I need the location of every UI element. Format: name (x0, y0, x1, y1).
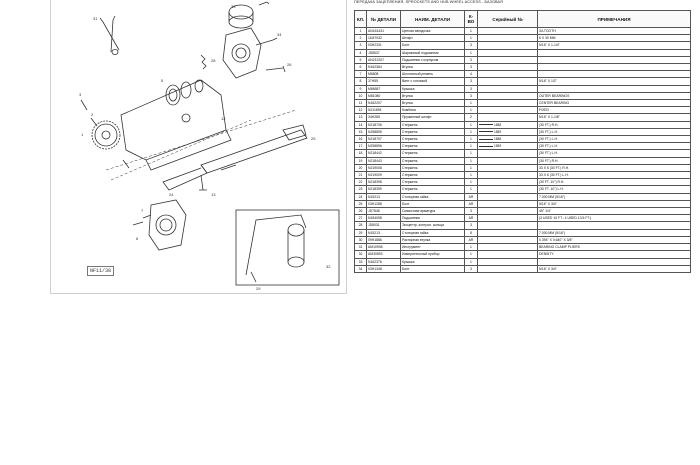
cell-note: 7.000 MM (5/16") (538, 193, 691, 200)
cell-num: 34 (355, 265, 367, 272)
table-row (355, 229, 691, 236)
cell-qty: 1 (465, 121, 478, 128)
serial-number: 1589 (494, 129, 502, 134)
cell-serial (478, 179, 538, 186)
grease-fitting-illustration (199, 175, 207, 190)
cell-part-number: N218398 (367, 179, 401, 186)
table-row (355, 179, 691, 186)
cell-serial (478, 78, 538, 85)
cell-num: 13 (355, 114, 367, 121)
cell-num: 8 (355, 78, 367, 85)
table-row (355, 172, 691, 179)
cell-qty: 1 (465, 258, 478, 265)
cell-name: Крышка (401, 258, 465, 265)
cell-qty: AR (465, 215, 478, 222)
cell-part-number: N15213 (367, 229, 401, 236)
cell-name: Стержень (401, 157, 465, 164)
table-row (355, 222, 691, 229)
cell-note (538, 258, 691, 265)
table-row (355, 215, 691, 222)
cell-qty: 1 (465, 179, 478, 186)
cell-note: 5/16" X 1-1/8" (538, 114, 691, 121)
cell-serial (478, 222, 538, 229)
parts-list-page (350, 0, 690, 271)
cell-serial (478, 56, 538, 63)
cell-num: 24 (355, 193, 367, 200)
table-row (355, 143, 691, 150)
header-num: КЛ. (355, 11, 367, 28)
cell-note: CENTER BEARING (538, 100, 691, 107)
cell-part-number: AN161431 (367, 28, 401, 35)
cell-serial (478, 164, 538, 171)
cell-num: 7 (355, 71, 367, 78)
serial-number: 1588 (494, 122, 502, 127)
cell-qty: 3 (465, 265, 478, 272)
table-row (355, 208, 691, 215)
cell-qty: 4 (465, 71, 478, 78)
table-row (355, 56, 691, 63)
cell-note: 5/16" X 1-1/4" (538, 42, 691, 49)
cell-part-number: 03H1288 (367, 200, 401, 207)
svg-text:3: 3 (79, 92, 82, 97)
svg-text:31: 31 (93, 16, 98, 21)
cell-num: 21 (355, 172, 367, 179)
table-row (355, 121, 691, 128)
cell-num: 4 (355, 49, 367, 56)
cell-note: (30 FT.) L.H. (538, 143, 691, 150)
cell-part-number: N218707 (367, 136, 401, 143)
cell-name: Шпоночный ремень (401, 71, 465, 78)
cell-note: 6 X 30 MM (538, 35, 691, 42)
cell-qty: AR (465, 236, 478, 243)
cell-qty: 1 (465, 157, 478, 164)
cell-serial (478, 193, 538, 200)
cell-note (538, 85, 691, 92)
cell-note: (30 FT.) L.H. (538, 136, 691, 143)
svg-text:25: 25 (311, 136, 316, 141)
cell-serial (478, 136, 538, 143)
cell-note: 5/16" X 3/4" (538, 200, 691, 207)
cell-num: 19 (355, 157, 367, 164)
svg-text:24: 24 (169, 192, 174, 197)
cell-note: (30 FT.) R.H. (538, 157, 691, 164)
cell-num: 2 (355, 35, 367, 42)
document-header: ПЕРЕДАЧА ЗАЦЕПЛЕНИЯ, SPROCKETS AND HUB WHEEL ACCESS - БАЗОВАЯ (354, 0, 503, 4)
tool-inset-illustration (236, 210, 339, 285)
svg-text:12: 12 (221, 116, 226, 121)
cell-serial (478, 236, 538, 243)
cell-part-number: 37H55 (367, 78, 401, 85)
cell-name: Стопорная гайка (401, 193, 465, 200)
parts-table (354, 10, 691, 273)
cell-num: 11 (355, 100, 367, 107)
svg-text:29: 29 (256, 286, 261, 291)
cell-qty: 2 (465, 114, 478, 121)
housing-illustration (223, 28, 277, 78)
cell-part-number: N219008 (367, 164, 401, 171)
table-row (355, 265, 691, 272)
table-row (355, 107, 691, 114)
cell-note: 0.394" X 0.640" X 3/8" (538, 236, 691, 243)
cell-note (538, 71, 691, 78)
header-part-number: № ДЕТАЛИ (367, 11, 401, 28)
cell-serial (478, 208, 538, 215)
cell-num: 29 (355, 229, 367, 236)
cell-qty: 3 (465, 85, 478, 92)
cell-part-number: N162384 (367, 64, 401, 71)
cell-serial (478, 28, 538, 35)
serial-range-line (479, 146, 493, 147)
cell-serial (478, 251, 538, 258)
table-row (355, 64, 691, 71)
cell-name: Болт (401, 42, 465, 49)
cell-serial (478, 64, 538, 71)
serial-number: 1589 (494, 144, 502, 149)
bracket-illustration (121, 80, 231, 170)
cell-part-number: AN212207 (367, 56, 401, 63)
cell-part-number: M81080 (367, 92, 401, 99)
cell-qty: 1 (465, 100, 478, 107)
cell-qty: 1 (465, 28, 478, 35)
cell-qty: AR (465, 200, 478, 207)
cell-serial (478, 35, 538, 42)
svg-text:32: 32 (326, 264, 331, 269)
cell-note: (30 FT.) L.H. (538, 150, 691, 157)
cell-serial (478, 244, 538, 251)
table-row (355, 136, 691, 143)
cell-num: 6 (355, 64, 367, 71)
cell-serial (478, 157, 538, 164)
svg-text:33: 33 (231, 4, 236, 9)
pin-illustration (266, 66, 285, 72)
cell-part-number: N15213 (367, 193, 401, 200)
cell-serial (478, 200, 538, 207)
header-name: НАИМ. ДЕТАЛИ (401, 11, 465, 28)
cell-num: 1 (355, 28, 367, 35)
svg-text:6: 6 (136, 236, 139, 241)
cell-name: Эксцентр. контрол. кольца (401, 222, 465, 229)
table-row (355, 78, 691, 85)
table-row (355, 42, 691, 49)
svg-text:28: 28 (211, 58, 216, 63)
cell-name: Втулка (401, 92, 465, 99)
cell-name: Цепная звездочка (401, 28, 465, 35)
cell-name: Стержень (401, 136, 465, 143)
table-row (355, 92, 691, 99)
cell-part-number: 03H1348 (367, 265, 401, 272)
cell-part-number: 09H1886 (367, 236, 401, 243)
cell-note: 45° 1/4" (538, 208, 691, 215)
cell-num: 27 (355, 215, 367, 222)
cell-name: Измерительный прибор (401, 251, 465, 258)
cell-note (538, 222, 691, 229)
table-row (355, 193, 691, 200)
cell-serial (478, 114, 538, 121)
cell-serial (478, 100, 538, 107)
cell-note: 7.000 MM (5/16") (538, 229, 691, 236)
cell-qty: 3 (465, 64, 478, 71)
cell-part-number: N218443 (367, 157, 401, 164)
table-row (355, 236, 691, 243)
table-row (355, 114, 691, 121)
cell-note: (30 FT.) R.H. (538, 121, 691, 128)
cell-serial (478, 128, 538, 135)
cell-part-number: N162376 (367, 258, 401, 265)
cell-part-number: N218442 (367, 150, 401, 157)
cell-num: 31 (355, 244, 367, 251)
shaft-illustration (163, 130, 307, 190)
cell-serial (478, 121, 538, 128)
cell-name: Стержень (401, 128, 465, 135)
cell-qty: 1 (465, 150, 478, 157)
cell-note: DENSITY (538, 251, 691, 258)
cell-note: (30 FT. 10") R.H. (538, 179, 691, 186)
cell-note: FIXED (538, 107, 691, 114)
cell-part-number: M86587 (367, 85, 401, 92)
cell-qty: 1 (465, 251, 478, 258)
cell-name: Стопорная гайка (401, 229, 465, 236)
cell-name: Стержень (401, 150, 465, 157)
cell-num: 9 (355, 85, 367, 92)
cell-part-number: 34H285 (367, 114, 401, 121)
cell-note (538, 64, 691, 71)
cell-qty: 3 (465, 78, 478, 85)
table-row (355, 244, 691, 251)
cell-qty: 8 (465, 229, 478, 236)
serial-range-line (479, 131, 493, 132)
table-row (355, 251, 691, 258)
bolt-illustration (259, 2, 269, 5)
table-row (355, 128, 691, 135)
table-row (355, 35, 691, 42)
cell-serial (478, 186, 538, 193)
cell-serial (478, 215, 538, 222)
cell-name: Винт с головкой (401, 78, 465, 85)
cell-name: Инструмент (401, 244, 465, 251)
cell-name: Стержень (401, 121, 465, 128)
cell-serial (478, 71, 538, 78)
cell-part-number: AM30893 (367, 251, 401, 258)
svg-text:1: 1 (81, 132, 84, 137)
header-serial: Серийный № (478, 11, 538, 28)
svg-text:5: 5 (161, 78, 164, 83)
cell-serial (478, 49, 538, 56)
cell-num: 3 (355, 42, 367, 49)
cell-name: Стержень (401, 164, 465, 171)
table-row (355, 186, 691, 193)
cell-num: 17 (355, 143, 367, 150)
cell-num: 28 (355, 222, 367, 229)
cell-num: 20 (355, 164, 367, 171)
cell-part-number: 03H2331 (367, 42, 401, 49)
cell-name: Подшипник с корпусом (401, 56, 465, 63)
cell-name: Смазочная арматура (401, 208, 465, 215)
table-row (355, 150, 691, 157)
cell-note: 33 X 6 (30 FT.) R.H. (538, 164, 691, 171)
cell-num: 16 (355, 136, 367, 143)
cell-serial (478, 265, 538, 272)
table-row (355, 164, 691, 171)
cell-name: Комбина (401, 107, 465, 114)
svg-text:2: 2 (91, 112, 94, 117)
cell-part-number: N184058 (367, 215, 401, 222)
cell-qty: 1 (465, 172, 478, 179)
cell-name: Болт (401, 200, 465, 207)
cell-num: 30 (355, 236, 367, 243)
cell-name: Стержень (401, 143, 465, 150)
svg-text:7: 7 (141, 208, 144, 213)
cell-serial (478, 92, 538, 99)
cell-qty: 1 (465, 49, 478, 56)
cell-part-number: 11M7032 (367, 35, 401, 42)
table-row (355, 28, 691, 35)
cell-serial (478, 42, 538, 49)
cell-num: 25 (355, 200, 367, 207)
cell-serial (478, 107, 538, 114)
cell-num: 5 (355, 56, 367, 63)
cell-qty: 3 (465, 92, 478, 99)
exploded-parts-diagram (51, 0, 346, 293)
cell-part-number: M6808 (367, 71, 401, 78)
cell-name: Болт (401, 265, 465, 272)
header-qty: К-ВО (465, 11, 478, 28)
cell-part-number: JD8537 (367, 49, 401, 56)
cell-part-number: JD7848 (367, 208, 401, 215)
cell-serial (478, 85, 538, 92)
cell-part-number: N162207 (367, 100, 401, 107)
cell-qty: 1 (465, 107, 478, 114)
cell-name: Стержень (401, 186, 465, 193)
cell-num: 12 (355, 107, 367, 114)
cell-qty: 1 (465, 244, 478, 251)
cell-serial (478, 143, 538, 150)
header-note: ПРИМЕЧАНИЯ (538, 11, 691, 28)
diagram-page (50, 0, 347, 294)
table-header-row (355, 11, 691, 28)
cell-num: 22 (355, 179, 367, 186)
bolts-illustration (81, 100, 129, 168)
cell-num: 10 (355, 92, 367, 99)
cell-note: 5/16" X 1/2" (538, 78, 691, 85)
cell-note: (30 FT.) L.H. (538, 128, 691, 135)
cell-num: 33 (355, 258, 367, 265)
cell-serial (478, 229, 538, 236)
svg-text:34: 34 (277, 32, 282, 37)
cell-name: Втулка (401, 64, 465, 71)
cell-note: OUTER BEARINGS (538, 92, 691, 99)
table-row (355, 71, 691, 78)
cell-name: Шариковый подшипник (401, 49, 465, 56)
cell-num: 14 (355, 121, 367, 128)
cell-qty: 3 (465, 56, 478, 63)
cell-qty: 1 (465, 143, 478, 150)
cell-name: Стержень (401, 172, 465, 179)
table-row (355, 200, 691, 207)
cell-part-number: N258855 (367, 128, 401, 135)
figure-label: NF11/38 (87, 266, 114, 276)
cell-note: (30 FT. 10") L.H. (538, 186, 691, 193)
pliers-tool-illustration (100, 16, 119, 55)
serial-range-line (479, 139, 493, 140)
serial-range-line (479, 124, 493, 125)
parts-table-body (355, 28, 691, 273)
cell-part-number: N218706 (367, 121, 401, 128)
spring-illustration (201, 55, 206, 69)
table-row (355, 85, 691, 92)
cell-part-number: N219009 (367, 172, 401, 179)
cell-num: 23 (355, 186, 367, 193)
table-row (355, 100, 691, 107)
cell-qty: 1 (465, 164, 478, 171)
cell-name: Крышка (401, 85, 465, 92)
svg-text:13: 13 (211, 192, 216, 197)
cell-qty: AR (465, 193, 478, 200)
cell-part-number: N258856 (367, 143, 401, 150)
cell-qty: 3 (465, 222, 478, 229)
cell-part-number: JD8031 (367, 222, 401, 229)
cell-qty: 1 (465, 35, 478, 42)
table-row (355, 258, 691, 265)
serial-number: 1588 (494, 137, 502, 142)
svg-text:26: 26 (287, 62, 292, 67)
cell-qty: 1 (465, 128, 478, 135)
cell-name: Распорная втулка (401, 236, 465, 243)
cell-note: BEARING CLAMP PLIERS (538, 244, 691, 251)
cell-name: Пружинный штифт (401, 114, 465, 121)
cell-name: Подшипник (401, 215, 465, 222)
cell-num: 15 (355, 128, 367, 135)
cell-note: 5/16" X 3/4" (538, 265, 691, 272)
table-row (355, 49, 691, 56)
cell-part-number: N218399 (367, 186, 401, 193)
cell-qty: 3 (465, 208, 478, 215)
cell-note: 33 X 6 (30 FT.) L.H. (538, 172, 691, 179)
cell-num: 32 (355, 251, 367, 258)
cell-qty: 3 (465, 42, 478, 49)
cell-serial (478, 258, 538, 265)
cell-note (538, 49, 691, 56)
cell-note: 34-TOOTH (538, 28, 691, 35)
cell-name: Втулка (401, 100, 465, 107)
cell-qty: 1 (465, 186, 478, 193)
table-row (355, 157, 691, 164)
cell-note (538, 56, 691, 63)
cell-num: 26 (355, 208, 367, 215)
cell-name: Стержень (401, 179, 465, 186)
cell-qty: 1 (465, 136, 478, 143)
cell-part-number: N211894 (367, 107, 401, 114)
cell-serial (478, 150, 538, 157)
cell-name: Штифт (401, 35, 465, 42)
cell-part-number: AM10908 (367, 244, 401, 251)
cell-note: (3 USED 10 FT.; 4 USED 13.5 FT.) (538, 215, 691, 222)
cell-num: 18 (355, 150, 367, 157)
cell-serial (478, 172, 538, 179)
